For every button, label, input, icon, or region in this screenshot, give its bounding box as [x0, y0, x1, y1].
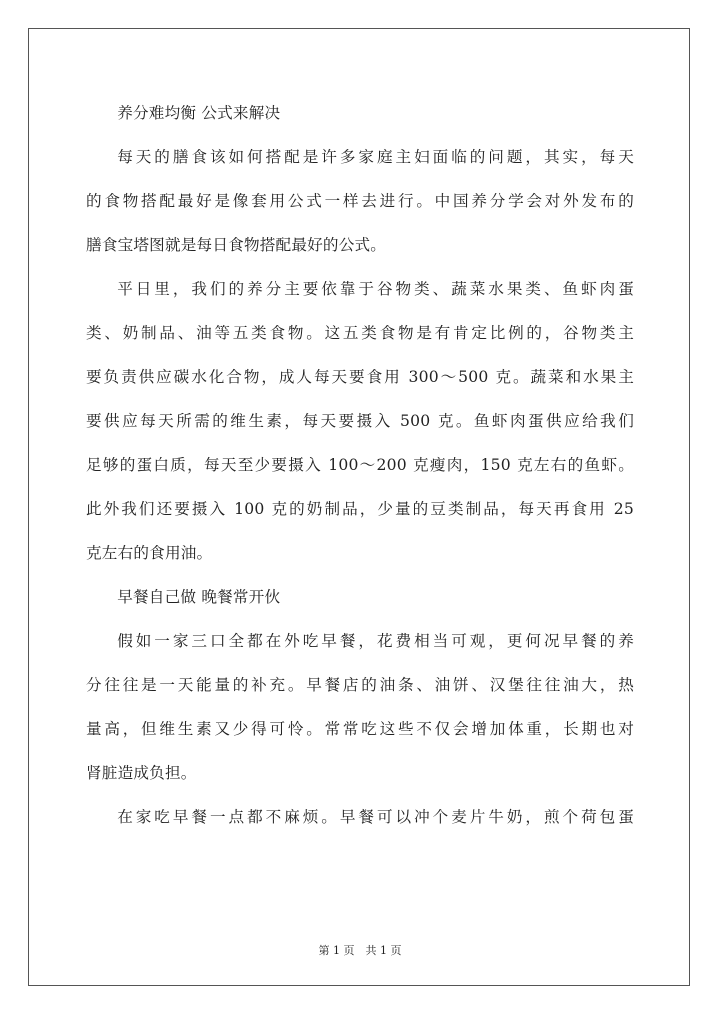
- paragraph-line: 足够的蛋白质，每天至少要摄入 100～200 克瘦肉，150 克左右的鱼虾。: [86, 456, 634, 474]
- paragraph-line: 克左右的食用油。: [86, 544, 213, 562]
- paragraph-line: 在家吃早餐一点都不麻烦。早餐可以冲个麦片牛奶，煎个荷包蛋: [117, 808, 634, 826]
- document-body: [86, 91, 634, 839]
- paragraph-line: 肾脏造成负担。: [86, 764, 197, 782]
- paragraph-line: 类、奶制品、油等五类食物。这五类食物是有肯定比例的，谷物类主: [86, 324, 634, 342]
- paragraph-line: 分往往是一天能量的补充。早餐店的油条、油饼、汉堡往往油大，热: [86, 676, 634, 694]
- paragraph-line: 要供应每天所需的维生素，每天要摄入 500 克。鱼虾肉蛋供应给我们: [86, 412, 634, 430]
- page-footer: 第 1 页 共 1 页: [318, 944, 402, 957]
- paragraph-line: 的食物搭配最好是像套用公式一样去进行。中国养分学会对外发布的: [86, 192, 634, 210]
- paragraph-line: 膳食宝塔图就是每日食物搭配最好的公式。: [86, 236, 387, 254]
- paragraph-line: 量高，但维生素又少得可怜。常常吃这些不仅会增加体重，长期也对: [86, 720, 634, 738]
- paragraph-line: 此外我们还要摄入 100 克的奶制品，少量的豆类制品，每天再食用 25: [86, 500, 634, 518]
- section-heading-nutrition: 养分难均衡 公式来解决: [117, 104, 281, 122]
- paragraph-line: 要负责供应碳水化合物，成人每天要食用 300～500 克。蔬菜和水果主: [86, 368, 634, 386]
- section-heading-breakfast: 早餐自己做 晚餐常开伙: [117, 588, 281, 606]
- paragraph-line: 假如一家三口全都在外吃早餐，花费相当可观，更何况早餐的养: [117, 632, 634, 650]
- paragraph-line: 每天的膳食该如何搭配是许多家庭主妇面临的问题，其实，每天: [117, 148, 634, 166]
- paragraph-line: 平日里，我们的养分主要依靠于谷物类、蔬菜水果类、鱼虾肉蛋: [117, 280, 634, 298]
